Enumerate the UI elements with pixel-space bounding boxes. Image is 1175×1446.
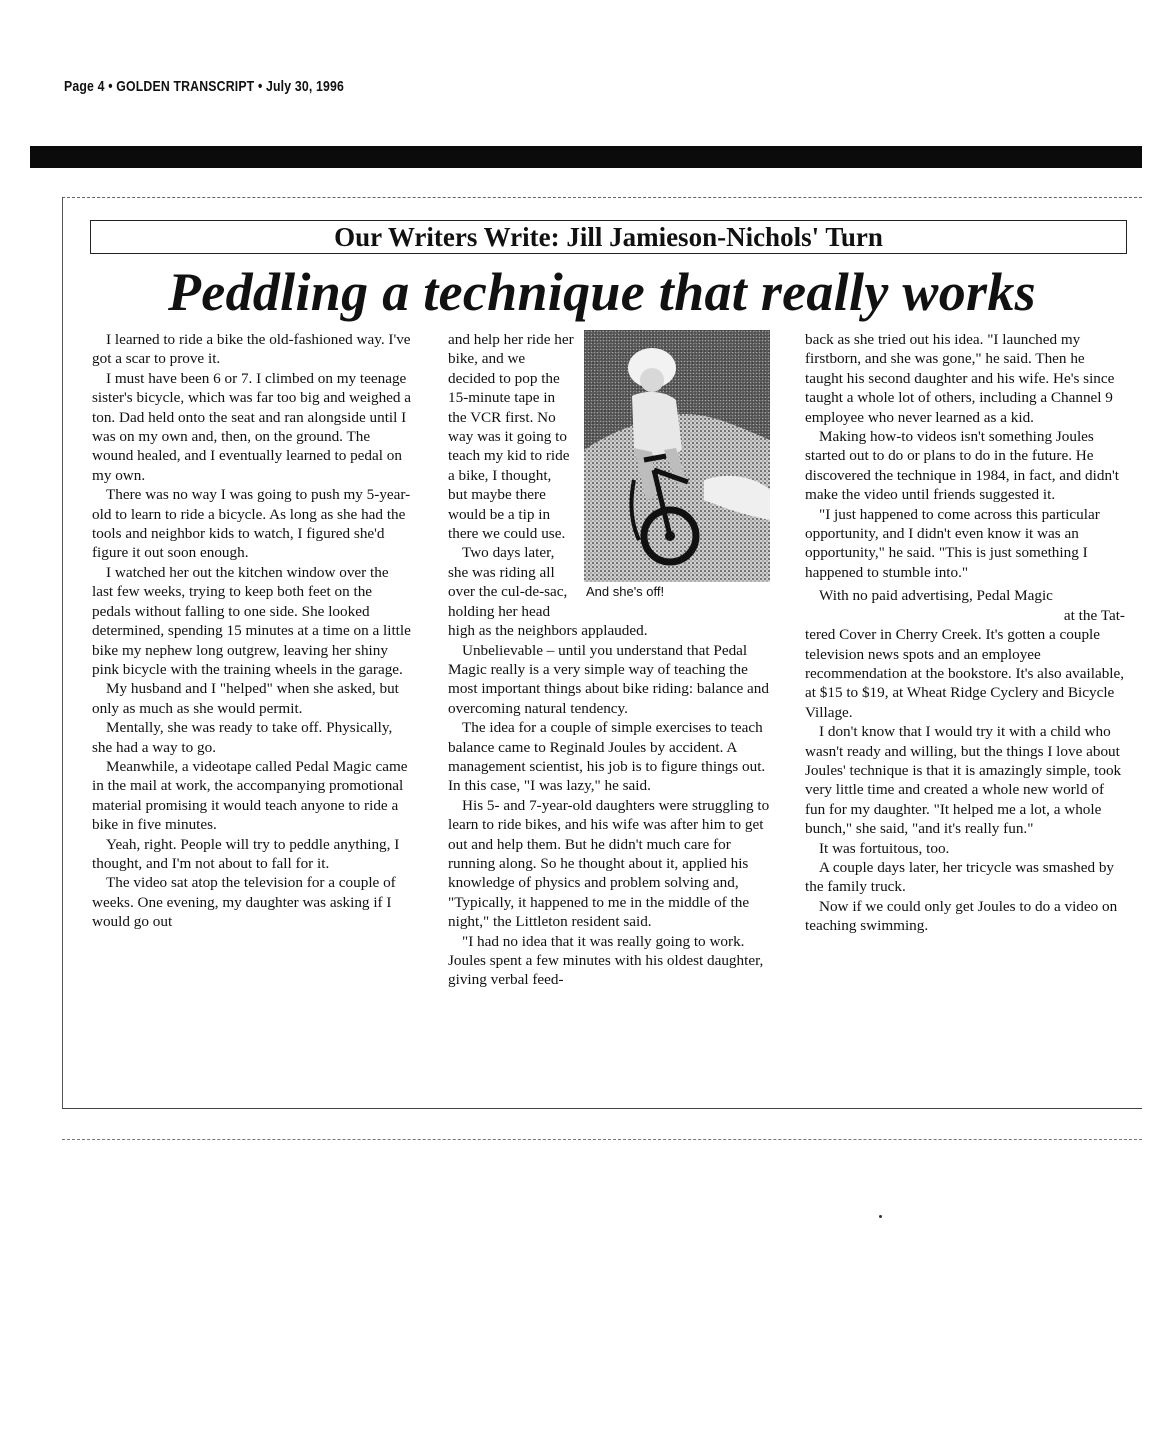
paragraph: A couple days later, her tricycle was smashed by the family truck.: [805, 858, 1115, 896]
paragraph: There was no way I was going to push my 5-year-old to learn to ride a bicycle. As long as she had the tools and neighbor kids to watch, I figured she'd figure it out soon enough.: [92, 486, 411, 562]
paragraph: Yeah, right. People will try to peddle anything, I thought, and I'm not about to fall for it.: [92, 835, 400, 872]
paragraph: Mentally, she was ready to take off. Physically, she had a way to go.: [92, 719, 393, 756]
paragraph: With no paid advertising, Pedal Magic: [819, 587, 1053, 605]
paragraph: I watched her out the kitchen window over the last few weeks, trying to keep both feet on the pedals without falling to one side. She looked determined, spending 15 minutes at a time on a little bike my nephew long outgrew, leaving her shiny pink bicycle with the training wheels in the garage.: [92, 563, 411, 678]
paragraph-gap-fragment: at the Tat-: [1063, 606, 1125, 624]
paragraph: It was fortuitous, too.: [819, 839, 950, 857]
article-column-3: [805, 330, 1125, 936]
paragraph: and help her ride her bike, and we decided to pop the 15-minute tape in the VCR first. No way was it going to teach my kid to ride a bike, I thought, but maybe there would be a tip in there we could use.: [448, 331, 574, 543]
paragraph: I don't know that I would try it with a child who wasn't ready and willing, but the things I love about Joules' technique is that it is amazingly simple, took very little time and created a whole new world of fun for my daughter. "It helped me a lot, a whole bunch," she said, "and it's really fun.": [805, 723, 1122, 838]
paragraph: His 5- and 7-year-old daughters were struggling to learn to ride bikes, and his wife was after him to get out and help them. But he didn't much care for running along. So he thought about it, applied his knowledge of physics and problem solving and, "Typically, it happened to me in the middle of the night," the Littleton resident said.: [448, 796, 770, 931]
paragraph: "I had no idea that it was really going to work. Joules spent a few minutes with his oldest daughter, giving verbal feed-: [448, 932, 764, 989]
photo-graphic: [584, 330, 770, 582]
paragraph: back as she tried out his idea. "I launched my firstborn, and she was gone," he said. Then he taught his second daughter and his wife. He's since taught a whole lot of others, including a Channel 9 employee who never learned as a kid.: [805, 331, 1115, 426]
frame-rule-bottom-dashed: [62, 1139, 1142, 1140]
frame-rule-bottom: [62, 1108, 1142, 1109]
girl-on-bicycle-photo: [584, 330, 770, 600]
frame-rule-top: [62, 197, 1142, 198]
paragraph: My husband and I "helped" when she asked, but only as much as she would permit.: [92, 680, 399, 717]
paragraph: I learned to ride a bike the old-fashioned way. I've got a scar to prove it.: [92, 331, 411, 368]
paragraph: tered Cover in Cherry Creek. It's gotten a couple television news spots and an employee recommendation at the bookstore. It's also available, at $15 to $19, at Wheat Ridge Cyclery and Bicycle Village.: [805, 626, 1125, 721]
article-kicker: Our Writers Write: Jill Jamieson-Nichols' Turn: [90, 220, 1127, 254]
paragraph: Now if we could only get Joules to do a video on teaching swimming.: [805, 897, 1118, 935]
article-column-2: [448, 330, 770, 990]
paragraph: Meanwhile, a videotape called Pedal Magic came in the mail at work, the accompanying promotional material promising it would teach anyone to ride a bike in five minutes.: [92, 757, 408, 834]
paragraph: I must have been 6 or 7. I climbed on my teenage sister's bicycle, which was far too big and weighed a ton. Dad held onto the seat and ran alongside until I was on my own and, then, on the ground. The wound healed, and I eventually learned to pedal on my own.: [92, 369, 412, 484]
paragraph: The video sat atop the television for a couple of weeks. One evening, my daughter was asking if I would go out: [92, 874, 396, 931]
section-rule-bar: [30, 146, 1142, 168]
paragraph: Unbelievable – until you understand that Pedal Magic really is a very simple way of teaching the most important things about bike riding: balance and overcoming natural tendency.: [448, 641, 769, 717]
scan-speck: [879, 1215, 882, 1218]
paragraph: Making how-to videos isn't something Joules started out to do or plans to do in the future. He discovered the technique in 1984, in fact, and didn't make the video until friends suggested it.: [805, 428, 1119, 504]
running-head: Page 4 • GOLDEN TRANSCRIPT • July 30, 1996: [64, 78, 345, 95]
paragraph: "I just happened to come across this particular opportunity, and I didn't even know it was an opportunity," he said. "This is just something I happened to stumble into.": [805, 505, 1100, 581]
article-column-1: [92, 330, 412, 932]
paragraph: Two days later, she was riding all over the cul-de-sac, holding her head high as the neighbors applauded.: [448, 544, 648, 640]
paragraph: The idea for a couple of simple exercises to teach balance came to Reginald Joules by accident. A management scientist, his job is to figure things out. In this case, "I was lazy," he said.: [448, 719, 766, 795]
article-headline: Peddling a technique that really works: [168, 262, 1036, 322]
photo-caption: And she's off!: [586, 583, 665, 599]
frame-rule-left: [62, 197, 63, 1109]
